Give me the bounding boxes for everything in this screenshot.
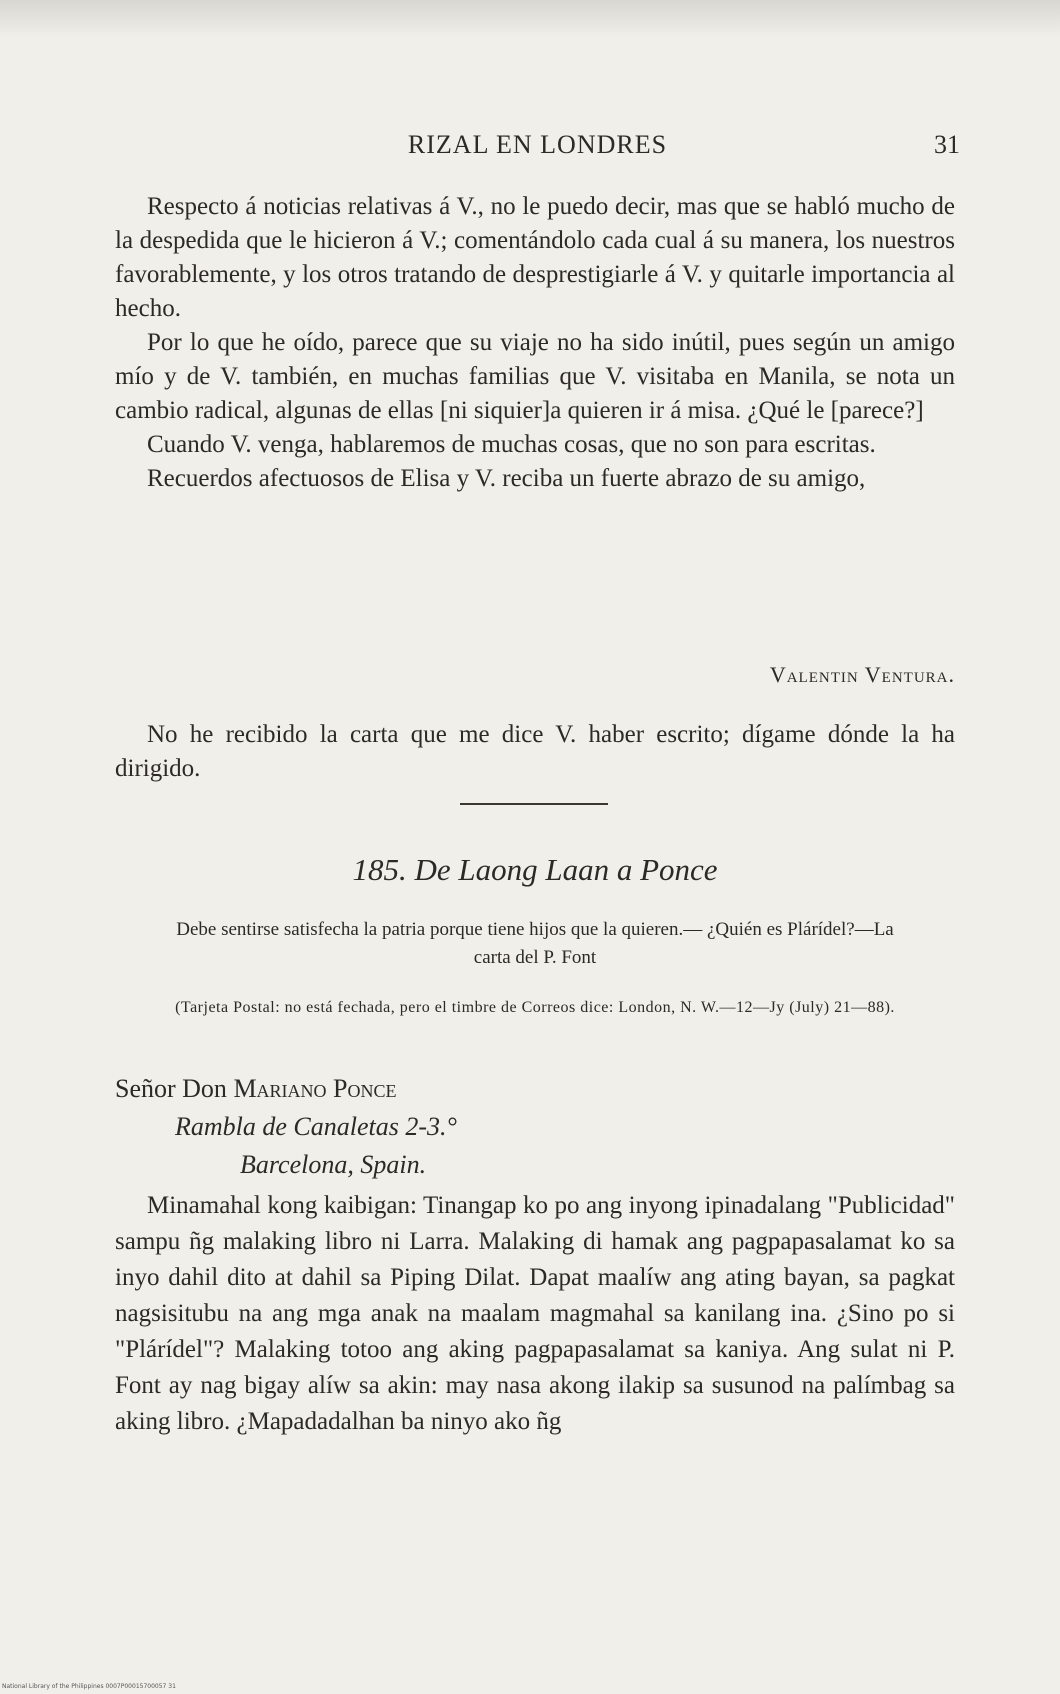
letter1-paragraph: Respecto á noticias relativas á V., no le puedo decir, mas que se habló mucho de la despedida que le hicieron á V.; comentándolo cada cual á su manera, los nuestros favorablemente, y los otros tratando de desprestigiarle á V. y quitarle importancia al hecho. <box>115 193 955 322</box>
letter2-note: (Tarjeta Postal: no está fechada, pero el timbre de Correos dice: London, N. W.—12—Jy (July) 21—88). <box>175 999 895 1016</box>
running-head <box>115 130 960 170</box>
address-city: Barcelona, Spain. <box>240 1150 427 1179</box>
footer-credit: National Library of the Philippines 0007P00015700057 31 <box>2 1683 176 1690</box>
scan-shadow <box>0 0 1060 38</box>
running-title: RIZAL EN LONDRES <box>407 130 668 159</box>
letter2-summary: Debe sentirse satisfecha la patria porque tiene hijos que la quieren.— ¿Quién es Plárídel?—La carta del P. Font <box>176 919 894 968</box>
postscript-text: No he recibido la carta que me dice V. haber escrito; dígame dónde la ha dirigido. <box>115 721 955 782</box>
letter2-paragraph: Minamahal kong kaibigan: Tinangap ko po ang inyong ipinadalang "Publicidad" sampu ñg malaking libro ni Larra. Malaking di hamak ang pagpapasalamat ko sa inyo dahil dito at dahil sa Piping Dilat. Dapat maalíw ang ating bayan, sa pagkat nagsisitubu na ang mga anak na maalam magmahal sa kanilang ina. ¿Sino po si "Plárídel"? Malaking totoo ang aking pagpapasalamat sa kaniya. Ang sulat ni P. Font ay nag bigay alíw sa akin: may nasa akong ilakip sa susunod na palímbag sa aking libro. ¿Mapadadalhan ba ninyo ako ñg <box>115 1192 955 1435</box>
address-prefix: Señor Don <box>115 1074 234 1103</box>
letter1-paragraph: Recuerdos afectuosos de Elisa y V. reciba un fuerte abrazo de su amigo, <box>147 465 866 492</box>
letter2-body <box>115 1188 955 1440</box>
letter2-heading: 185. De Laong Laan a Ponce <box>352 852 718 887</box>
letter1-paragraph: Cuando V. venga, hablaremos de muchas cosas, que no son para escritas. <box>147 431 876 458</box>
letter1-postscript <box>115 718 955 786</box>
letter2-address <box>115 1070 955 1184</box>
page-number: 31 <box>934 130 960 159</box>
letter1-body <box>115 190 955 496</box>
letter1-signature: Valentin Ventura. <box>769 662 955 687</box>
address-name: Mariano Ponce <box>233 1074 397 1103</box>
address-name-line <box>115 1070 955 1108</box>
section-divider <box>460 803 608 805</box>
letter1-paragraph: Por lo que he oído, parece que su viaje no ha sido inútil, pues según un amigo mío y de V. también, en muchas familias que V. visitaba en Manila, se nota un cambio radical, algunas de ellas [ni siquier]a quieren ir á misa. ¿Qué le [parece?] <box>115 329 955 424</box>
address-street: Rambla de Canaletas 2-3.° <box>175 1112 457 1141</box>
